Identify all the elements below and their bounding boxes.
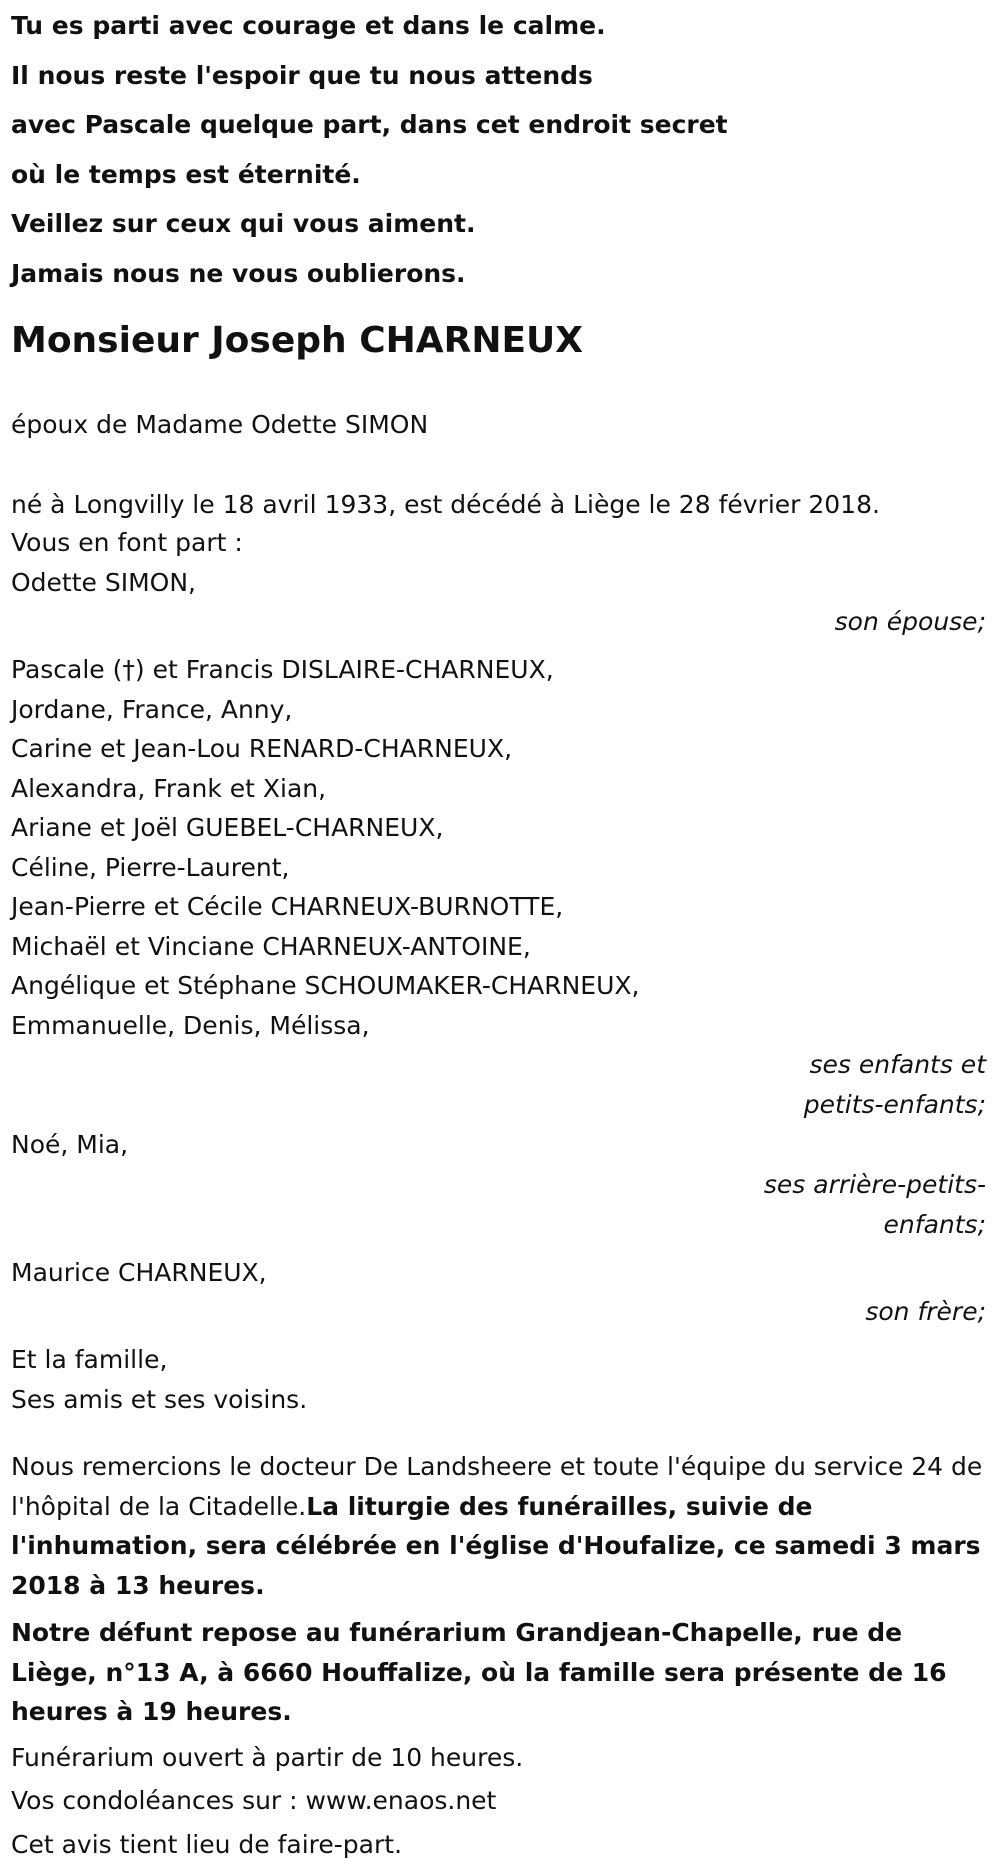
condolences-line: Vos condoléances sur : www.enaos.net — [11, 1781, 986, 1821]
family-name-line: Ariane et Joël GUEBEL-CHARNEUX, — [11, 808, 986, 848]
relation-label: son frère; — [11, 1292, 986, 1332]
family-name-line: Odette SIMON, — [11, 563, 986, 603]
relation-label: petits-enfants; — [11, 1085, 986, 1125]
obituary-notice — [0, 8, 986, 1864]
family-great-grandchildren-group — [11, 1125, 986, 1245]
family-name-line: Angélique et Stéphane SCHOUMAKER-CHARNEUX, — [11, 966, 986, 1006]
thanks-text: Nous remercions le docteur De Landsheere et toute l'équipe du service 24 de l'hôpital de la Citadelle. — [11, 1452, 982, 1521]
relation-label: ses enfants et — [11, 1045, 986, 1085]
repose-paragraph: Notre défunt repose au funérarium Grandjean-Chapelle, rue de Liège, n°13 A, à 6660 Houffalize, où la famille sera présente de 16 heures à 19 heures. — [11, 1613, 986, 1732]
others-group — [11, 1340, 986, 1419]
poem-line: Veillez sur ceux qui vous aiment. — [11, 206, 986, 256]
deceased-name: Monsieur Joseph CHARNEUX — [11, 317, 986, 365]
others-line: Et la famille, — [11, 1340, 986, 1380]
relation-label: enfants; — [11, 1205, 986, 1245]
family-name-line: Emmanuelle, Denis, Mélissa, — [11, 1006, 986, 1046]
poem-line: Il nous reste l'espoir que tu nous attends — [11, 58, 986, 108]
poem-line: Jamais nous ne vous oublierons. — [11, 256, 986, 306]
thanks-paragraph — [11, 1447, 986, 1605]
poem-line: où le temps est éternité. — [11, 157, 986, 207]
family-name-line: Noé, Mia, — [11, 1125, 986, 1165]
family-brother-group — [11, 1253, 986, 1333]
relation-label: ses arrière-petits- — [11, 1165, 986, 1205]
notice-line: Cet avis tient lieu de faire-part. — [11, 1825, 986, 1864]
family-name-line: Pascale (†) et Francis DISLAIRE-CHARNEUX, — [11, 650, 986, 690]
liturgy-text: La liturgie des funérailles, suivie de l'inhumation, sera célébrée en l'église d'Houfalize, ce samedi 3 mars 2018 à 13 heures. — [11, 1492, 981, 1600]
family-name-line: Jean-Pierre et Cécile CHARNEUX-BURNOTTE, — [11, 887, 986, 927]
relation-label: son épouse; — [11, 602, 986, 642]
opening-hours: Funérarium ouvert à partir de 10 heures. — [11, 1738, 986, 1778]
family-children-group — [11, 650, 986, 1125]
others-line: Ses amis et ses voisins. — [11, 1380, 986, 1420]
announce-intro: Vous en font part : — [11, 523, 986, 563]
family-name-line: Carine et Jean-Lou RENARD-CHARNEUX, — [11, 729, 986, 769]
family-name-line: Céline, Pierre-Laurent, — [11, 848, 986, 888]
poem-line: Tu es parti avec courage et dans le calme. — [11, 8, 986, 58]
birth-death-line: né à Longvilly le 18 avril 1933, est décédé à Liège le 28 février 2018. — [11, 487, 986, 523]
family-name-line: Michaël et Vinciane CHARNEUX-ANTOINE, — [11, 927, 986, 967]
poem — [11, 8, 986, 305]
family-name-line: Alexandra, Frank et Xian, — [11, 769, 986, 809]
poem-line: avec Pascale quelque part, dans cet endroit secret — [11, 107, 986, 157]
family-name-line: Maurice CHARNEUX, — [11, 1253, 986, 1293]
spouse-line: époux de Madame Odette SIMON — [11, 407, 986, 443]
family-name-line: Jordane, France, Anny, — [11, 690, 986, 730]
family-spouse-group — [11, 563, 986, 643]
